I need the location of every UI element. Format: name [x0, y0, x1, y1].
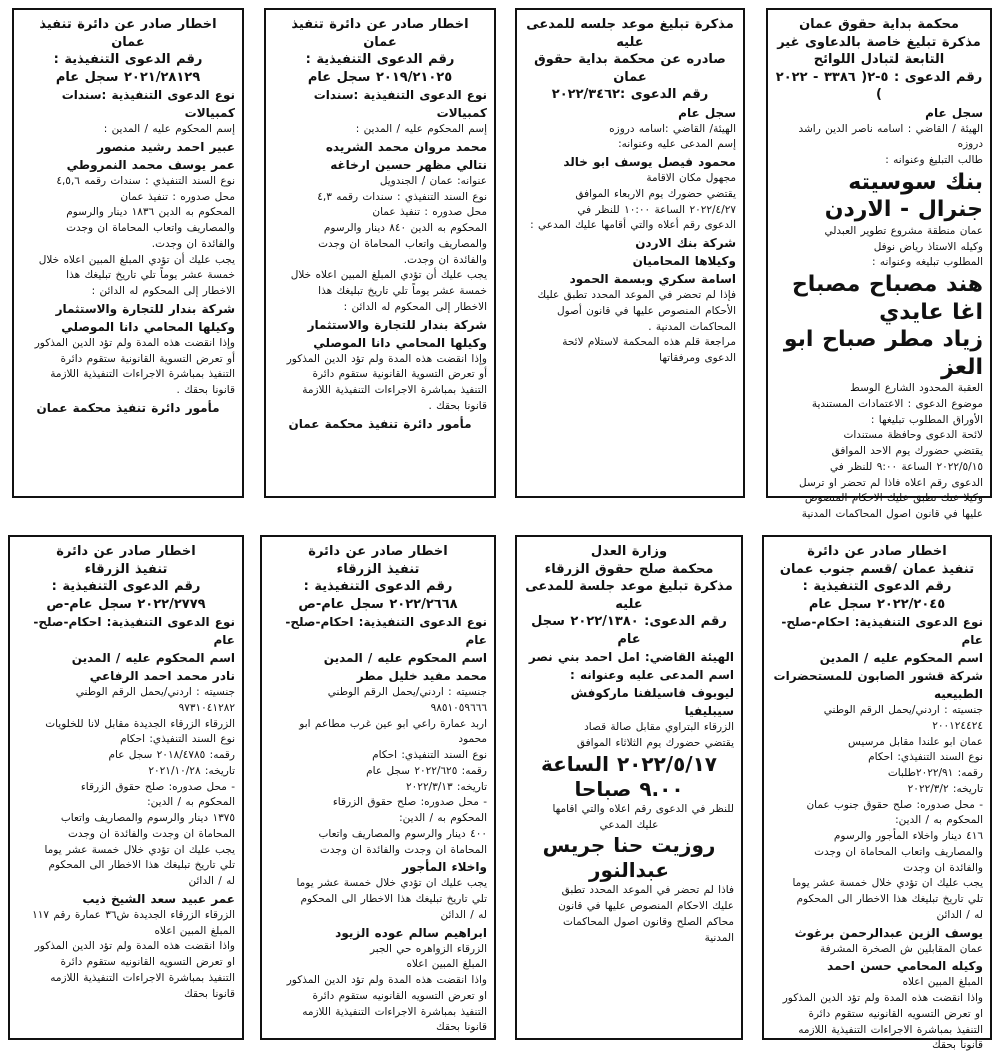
notice-line: عبير احمد رشيد منصور [97, 139, 235, 154]
notice-line: - محل صدوره: صلح حقوق جنوب عمان [806, 798, 983, 811]
notice-line: واذا انقضت هذه المدة ولم تؤد الدين المذكور [34, 940, 235, 953]
notice-line: وكيلاها المحاميان [632, 254, 736, 269]
notice-6-zarqa-magistrate-summons [515, 535, 743, 1040]
notice-line: نوع السند التنفيذي: احكام [868, 751, 983, 764]
notice-line: الأحكام المنصوص عليها في قانون أصول [556, 304, 736, 317]
notice-line: نوع السند التنفيذي: احكام [372, 749, 487, 762]
notice-line: ٢٠٢٢/٢٦٦٨ سجل عام-ص [298, 596, 458, 612]
notice-line: محاكم الصلح وقانون اصول المحاكمات [563, 915, 734, 928]
notice-line: اسم المحكوم عليه / المدين [323, 651, 487, 666]
notice-line: وزارة العدل [590, 544, 668, 559]
notice-line: المطلوب تبليغه وعنوانه : [872, 256, 983, 269]
notice-line: للنظر في الدعوى رقم اعلاه والتي اقامها [552, 802, 734, 815]
notice-line: المحكوم به / الدين: [147, 796, 235, 809]
notice-line: يقتضي حضورك يوم الاربعاء الموافق [575, 187, 736, 200]
notice-line: الاخطار إلى المحكوم له الدائن : [91, 285, 235, 298]
notice-line: واخلاء المأجور [402, 860, 487, 875]
notice-line: الدعوى رقم اعلاه فاذا لم تحضر او ترسل [799, 476, 983, 489]
notice-line: رقم الدعوى التنفيذية : [305, 52, 455, 68]
notice-line: جنسيته : اردني/يحمل الرقم الوطني ٩٧٣١٠٤١٢٨٢ [75, 686, 235, 714]
notice-line: التنفيذ بمباشرة الاجراءات التنفيذية اللازمة [50, 368, 235, 381]
notice-line: او تعرض التسويه القانونيه ستقوم دائرة [808, 1007, 983, 1020]
notice-line: نوع الدعوى التنفيذية: احكام-صلح-عام [781, 615, 983, 648]
notice-line: الاخطار إلى المحكوم له الدائن : [343, 300, 487, 313]
notice-line: الدعوى ومرفقاتها [659, 352, 736, 365]
notice-line: إسم المدعى عليه وعنوانه: [618, 138, 736, 151]
notice-line: يجب عليك ان تؤدي خلال خمسة عشر يوما [44, 843, 235, 856]
notice-line: المحكوم به / الدين: [399, 812, 487, 825]
notice-line: والمصاريف واتعاب المحاماة ان وجدت [66, 222, 235, 235]
notice-1-court-summons [766, 8, 992, 521]
notice-line: قانونا بحقك . [176, 384, 235, 397]
notice-line: رقم الدعوى التنفيذية : [51, 579, 201, 595]
notice-line: عليك المدعي [599, 818, 659, 831]
notice-line: رقمه: ٢٠٢٢/٦٢٥ سجل عام [366, 764, 487, 777]
notice-line: المبلغ المبين اعلاه [902, 976, 983, 989]
notice-line: ٤٠٠ دينار والرسوم والمصاريف واتعاب [318, 827, 487, 840]
notice-line: المحكوم به الدين ٨٤٠ دينار والرسوم [323, 222, 487, 235]
notice-line: الزرقاء الزرقاء الجديدة مقابل لانا للخلويات [45, 717, 235, 730]
notice-line: تاريخه: ٢٠٢١/١٠/٢٨ [148, 764, 235, 777]
notice-line: قانونا بحقك [436, 1021, 487, 1034]
notice-line: المحكوم به / الدين: [895, 814, 983, 827]
notice-line: جنسيته : اردني/يحمل الرقم الوطني ٩٨٥١٠٥٩٦٦٦ [327, 686, 487, 714]
notice-line: او تعرض التسويه القانونيه ستقوم دائرة [60, 956, 235, 969]
notice-line: ٤١٦ دينار واخلاء المأجور والرسوم [833, 830, 983, 843]
notice-3-execution-notice [264, 8, 496, 498]
notice-line: يقتضي حضورك يوم الاحد الموافق [831, 445, 983, 458]
notice-line: عمان منطقة مشروع تطوير العبدلي [824, 224, 983, 237]
notice-line: تنفيذ عمان /قسم جنوب عمان [779, 561, 975, 577]
notice-line: مجهول مكان الاقامة [646, 172, 736, 185]
notice-line: اخطار صادر عن دائرة تنفيذ عمان [291, 17, 469, 50]
notice-line: له / الدائن [936, 908, 983, 921]
notice-line: وكيلا عنك تطبق عليك الاحكام المنصوص [804, 492, 983, 505]
notice-line: نوع السند التنفيذي: احكام [120, 733, 235, 746]
notice-line: تلي تاريخ تبليغك هذا الاخطار الى المحكوم [48, 859, 235, 872]
notice-line: المحاماة ان وجدت والفائدة ان وجدت [68, 827, 235, 840]
notice-line: والفائدة ان وجدت [903, 861, 983, 874]
notice-line: المحكوم به الدين ١٨٣٦ دينار والرسوم [66, 206, 235, 219]
notice-line: ٢٠٢٢/٥/١٥ الساعة ٩:٠٠ للنظر في [830, 460, 983, 473]
notice-line: محل صدوره : تنفيذ عمان [120, 190, 235, 203]
notice-line: الزرقاء الزرقاء الجديدة ش٣٦ عمارة رقم ١١٧ [32, 908, 235, 921]
notice-line: التنفيذ بمباشرة الاجراءات التنفيذية اللازمه [798, 1023, 983, 1036]
notice-line: تاريخه: ٢٠٢٢/٣/١٣ [406, 780, 487, 793]
notice-line: له / الدائن [188, 875, 235, 888]
notice-line: الزرقاء البتراوي مقابل صالة قصاد [584, 721, 734, 734]
notice-line: عمر عبيد سعد الشيخ ذيب [82, 891, 235, 906]
notice-line: إسم المحكوم عليه / المدين : [355, 123, 487, 136]
notice-line: عليك الاحكام المنصوص عليها في قانون [558, 900, 734, 913]
notice-line: نوع السند التنفيذي : سندات رقمه ٤,٣ [317, 190, 487, 203]
notice-line: الهيئة / القاضي : اسامه ناصر الدين راشد دروزه [798, 122, 983, 151]
notice-line: المحاكمات المدنية . [648, 320, 736, 333]
notice-line: محل صدوره : تنفيذ عمان [372, 206, 487, 219]
notice-line: رقمه: ٢٠٢٢/٩١طلبات [887, 767, 983, 780]
notice-line: الهيئة/ القاضي :اسامه دروزه [609, 122, 736, 135]
notice-line: - محل صدوره: صلح حقوق الزرقاء [80, 780, 235, 793]
notice-line: وكيلها المحامي دانا الموصلي [61, 319, 235, 334]
notice-line: محكمة بداية حقوق عمان [799, 17, 959, 32]
notice-line: إسم المحكوم عليه / المدين : [103, 123, 235, 136]
notice-line: مذكرة تبليغ خاصة بالدعاوى غير [777, 34, 981, 50]
notice-line: التنفيذ بمباشرة الاجراءات التنفيذية اللازمه [302, 1005, 487, 1018]
notice-line: موضوع الدعوى : الاعتمادات المستندية [811, 397, 983, 410]
notice-line: اسم المحكوم عليه / المدين [71, 651, 235, 666]
notice-line: قانونا بحقك . [428, 399, 487, 412]
notice-5-south-amman-execution [762, 535, 992, 1052]
notice-line: نتالي مظهر حسين ارخاغه [330, 157, 487, 172]
notice-line: والمصاريف واتعاب المحاماة ان وجدت [814, 845, 983, 858]
notice-line: اسم المدعى عليه وعنوانه : [569, 668, 734, 683]
notice-line: رقمه: ٢٠١٨/٤٧٨٥ سجل عام [108, 749, 235, 762]
notice-line: شركة بندار للتجارة والاستثمار [307, 317, 487, 332]
notice-line: خمسة عشر يوماً تلي تاريخ تبليغك هذا [318, 285, 487, 298]
notice-line: رقم الدعوى: ٢٠٢٢/١٣٨٠ سجل عام [531, 614, 727, 647]
notice-line: ليوبوف فاسيلفنا ماركوفش سيبليفيا [570, 686, 734, 719]
notice-line: فاذا لم تحضر في الموعد المحدد تطبق [561, 884, 734, 897]
notice-line: واذا انقضت هذه المدة ولم تؤد الدين المذكور [782, 992, 983, 1005]
notice-line: نادر محمد احمد الرفاعي [89, 669, 235, 684]
notice-8-zarqa-execution [8, 535, 244, 1040]
notice-line: أو تعرض التسوية القانونية ستقوم دائرة [60, 352, 235, 365]
notice-line: يجب عليك أن تؤدي المبلغ المبين اعلاه خلال [290, 269, 487, 282]
notice-line: الأوراق المطلوب تبليغها : [870, 413, 983, 426]
notice-line: مذكرة تبليغ موعد جلسة للمدعى عليه [525, 579, 733, 612]
notice-line: محمد مروان محمد الشريده [325, 139, 487, 154]
notice-line: مأمور دائرة تنفيذ محكمة عمان [36, 400, 220, 415]
notice-line: ١٣٧٥ دينار والرسوم والمصاريف واتعاب [60, 812, 235, 825]
notice-line: يجب عليك ان تؤدي خلال خمسة عشر يوما [296, 877, 487, 890]
notice-line: التابعة لتبادل اللوائح [813, 52, 945, 68]
notice-line: تلي تاريخ تبليغك هذا الاخطار الى المحكوم [300, 893, 487, 906]
notice-line: يجب عليك أن تؤدي المبلغ المبين اعلاه خلال [38, 253, 235, 266]
notice-line: سجل عام [678, 105, 736, 120]
notice-line: سجل عام [925, 105, 983, 120]
notice-line: عمان المقابلين ش الصخرة المشرفة [820, 942, 983, 955]
notice-line: ٢٠٢٢/٢٧٧٩ سجل عام-ص [46, 596, 206, 612]
notice-line: فإذا لم تحضر في الموعد المحدد تطبق عليك [537, 289, 736, 302]
notice-line: نوع السند التنفيذي : سندات رقمه ٤,٥,٦ [56, 174, 235, 187]
notice-line: وإذا انقضت هذه المدة ولم تؤد الدين المذكور [286, 352, 487, 365]
notice-line: المبلغ المبين اعلاه [406, 958, 487, 971]
notice-line: شركة بنك الاردن [635, 236, 736, 251]
notice-4-execution-notice [12, 8, 244, 498]
notice-line: الزرقاء الزواهره حي الجبر [370, 942, 487, 955]
notice-line: وكيله الاستاذ رياض نوفل [873, 240, 983, 253]
notice-line: مراجعة قلم هذه المحكمة لاستلام لائحة [562, 336, 736, 349]
notice-line: عمر يوسف محمد النمروطي [66, 157, 235, 172]
notice-line: نوع الدعوى التنفيذية: احكام-صلح-عام [285, 615, 487, 648]
notice-line: المحاماة ان وجدت والفائدة ان وجدت [320, 843, 487, 856]
notice-2-hearing-summons [515, 8, 745, 498]
notice-line: وإذا انقضت هذه المدة ولم تؤد الدين المذكور [34, 336, 235, 349]
notice-line: رقم الدعوى :٢٠٢٢/٣٤٦٢ [551, 87, 709, 103]
notice-line: والفائدة ان وجدت. [403, 253, 487, 266]
notice-line: المبلغ المبين اعلاه [154, 924, 235, 937]
notice-line: طالب التبليغ وعنوانه : [885, 154, 983, 167]
notice-line: تنفيذ الزرقاء [336, 561, 420, 577]
notice-line: محمد مفيد خليل مطر [356, 669, 487, 684]
notice-line: التنفيذ بمباشرة الاجراءات التنفيذية اللازمه [50, 971, 235, 984]
notice-line: يجب عليك ان تؤدي خلال خمسة عشر يوما [792, 877, 983, 890]
notice-line: وكيله المحامي حسن احمد [827, 959, 983, 974]
notice-line: اخطار صادر عن دائرة [807, 544, 947, 559]
notice-line: محكمة صلح حقوق الزرقاء [544, 561, 714, 577]
notice-line: أو تعرض التسوية القانونية ستقوم دائرة [312, 368, 487, 381]
notice-line: واذا انقضت هذه المدة ولم تؤد الدين المذكور [286, 974, 487, 987]
notice-line: زياد مطر صباح ابو العز [783, 327, 983, 380]
notice-line: عمان ابو علندا مقابل مرسيس [848, 735, 983, 748]
notice-line: - محل صدوره: صلح حقوق الزرقاء [332, 796, 487, 809]
notice-7-zarqa-execution [260, 535, 496, 1040]
notice-line: شركة قشور الصابون للمستحضرات الطبيعيه [773, 669, 983, 702]
notice-line: اخطار صادر عن دائرة [56, 544, 196, 559]
notice-line: مذكرة تبليغ موعد جلسه للمدعى عليه [526, 17, 734, 50]
notice-line: اسم المحكوم عليه / المدين [819, 651, 983, 666]
notice-line: والمصاريف واتعاب المحاماة ان وجدت [318, 237, 487, 250]
notice-line: خمسة عشر يوماً تلي تاريخ تبليغك هذا [66, 269, 235, 282]
notice-line: ٢٠٢٢/٥/١٧ الساعة ٩.٠٠ صباحا [540, 751, 718, 801]
notice-line: اسامة سكري وبسمة الحمود [569, 272, 736, 287]
notice-line: التنفيذ بمباشرة الاجراءات التنفيذية اللازمة [302, 384, 487, 397]
notice-line: له / الدائن [440, 908, 487, 921]
notice-line: رقم الدعوى : ٥-٢( ٣٣٨٦ - ٢٠٢٢ ) [775, 69, 983, 103]
notice-line: والفائدة ان وجدت. [151, 237, 235, 250]
notice-line: يقتضي حضورك يوم الثلاثاء الموافق [576, 737, 734, 750]
notice-line: رقم الدعوى التنفيذية : [53, 52, 203, 68]
notice-line: عنوانه: عمان / الجندويل [379, 174, 487, 187]
notice-line: وكيلها المحامي دانا الموصلي [313, 335, 487, 350]
notice-line: اخطار صادر عن دائرة [308, 544, 448, 559]
notice-line: ابراهيم سالم عوده الزيود [335, 925, 487, 940]
notice-line: روزيت حنا جريس عبدالنور [542, 833, 716, 883]
notice-line: نوع الدعوى التنفيذية :سندات كمبيالات [313, 88, 487, 121]
notice-line: اخطار صادر عن دائرة تنفيذ عمان [39, 17, 217, 50]
notice-line: هند مصباح مصباح اغا عايدي [791, 272, 983, 325]
notice-line: نوع الدعوى التنفيذية :سندات كمبيالات [61, 88, 235, 121]
notice-line: لائحة الدعوى وحافظة مستندات [843, 429, 983, 442]
notice-line: ٢٠٢١/٢٨١٢٩ سجل عام [55, 69, 201, 85]
notice-line: بنك سوسيته جنرال - الاردن [824, 169, 983, 223]
notice-line: الدعوى رقم أعلاه والتي أقامها عليك المدعي : [530, 219, 736, 232]
notice-line: ٢٠١٩/٢١٠٢٥ سجل عام [307, 69, 453, 85]
notice-line: ٢٠٢٢/٤/٢٧ الساعة ١٠:٠٠ للنظر في [577, 203, 736, 216]
notice-line: صادره عن محكمة بداية حقوق عمان [534, 52, 726, 85]
notice-line: عليها في قانون اصول المحاكمات المدنية [801, 508, 983, 521]
notice-line: شركة بندار للتجارة والاستثمار [55, 301, 235, 316]
notice-line: قانونا بحقك [932, 1039, 983, 1052]
notice-line: نوع الدعوى التنفيذية: احكام-صلح-عام [33, 615, 235, 648]
notice-line: رقم الدعوى التنفيذية : [303, 579, 453, 595]
notice-line: مأمور دائرة تنفيذ محكمة عمان [288, 416, 472, 431]
notice-line: قانونا بحقك [184, 987, 235, 1000]
notice-line: تاريخه: ٢٠٢٢/٣/٢ [907, 782, 983, 795]
notice-line: اربد عمارة راعي ابو عين غرب مطاعم ابو محمود [299, 717, 487, 746]
notice-line: او تعرض التسويه القانونيه ستقوم دائرة [312, 989, 487, 1002]
notice-line: الهيئة القاضي: امل احمد بني نصر [528, 650, 734, 665]
notice-line: تلي تاريخ تبليغك هذا الاخطار الى المحكوم [796, 893, 983, 906]
notice-line: ٢٠٢٢/٢٠٤٥ سجل عام [808, 596, 946, 612]
notice-line: محمود فيصل يوسف ابو خالد [563, 155, 736, 170]
notice-line: المدنية [704, 931, 734, 944]
notice-line: تنفيذ الزرقاء [84, 561, 168, 577]
notice-line: يوسف الزين عبدالرحمن برغوث [794, 925, 983, 940]
notice-line: رقم الدعوى التنفيذية : [802, 579, 952, 595]
notice-line: العقبة المحدود الشارع الوسط [850, 382, 983, 395]
notice-line: جنسيته : اردني/يحمل الرقم الوطني ٢٠٠١٢٤٤٢٤ [823, 704, 983, 732]
